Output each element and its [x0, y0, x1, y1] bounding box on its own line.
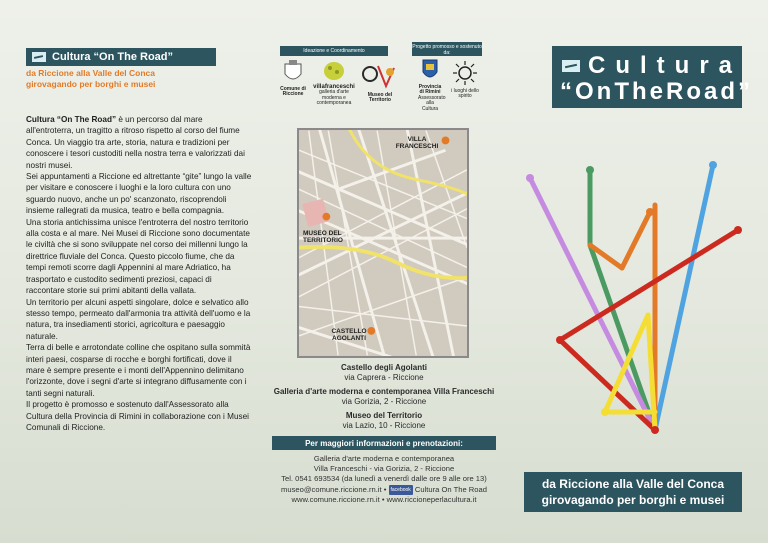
provincia-logo	[418, 58, 446, 112]
map-label-castello: CASTELLO AGOLANTI	[331, 328, 367, 342]
facebook-page-link[interactable]: Cultura On The Road	[412, 484, 487, 494]
comune-label: Comune di Riccione	[280, 85, 306, 97]
map-label-villa: VILLA FRANCESCHI	[395, 136, 439, 150]
progetto-label: Progetto promosso e sostenuto da:	[412, 44, 482, 56]
info-email-line	[268, 485, 500, 495]
place-castello	[272, 363, 496, 383]
left-header-bar	[26, 48, 216, 66]
provincia-crest-icon	[422, 58, 438, 82]
comune-logo	[278, 60, 308, 98]
ideazione-box	[280, 46, 388, 56]
luoghi-label: i luoghi dello spirito	[451, 87, 479, 99]
luoghi-logo	[444, 60, 486, 100]
map-label-museo: MUSEO DEL TERRITORIO	[303, 230, 343, 244]
place-address: via Lazio, 10 - Riccione	[342, 421, 426, 430]
comune-crest-icon	[283, 60, 303, 84]
provincia-label: Provincia di Rimini	[418, 83, 442, 95]
intro-text	[26, 114, 252, 433]
info-line: Villa Franceschi - via Gorizia, 2 - Riccione	[313, 464, 455, 474]
paragraph-2: Sei appuntamenti a Riccione ed altrettante “gite” lungo la valle per visitare e conoscere i luoghi e la loro cultura con uno sguardo nuovo, anche un po' scanzonato, riscoprendoli insieme rallegrati da musica, teatro e bella compagnia.	[26, 172, 252, 216]
museo-logo	[358, 62, 402, 104]
paragraph-5: Terra di belle e arrotondate colline che ospitano sulla sommità interi paesi, cosparse di rocche e borghi fortificati, dove il mare è sempre presente e i monti dell'Appennino delimitano l'orizzonte, dove i segni d'arte si integrano diffusamente con i tanti segni naturali.	[26, 343, 251, 398]
subtitle-line-1: da Riccione alla Valle del Conca	[26, 68, 155, 78]
facebook-icon[interactable]: facebook	[389, 485, 413, 495]
ideazione-label: Ideazione e Coordinamento	[303, 48, 365, 54]
villa-sub-label: galleria d'arte moderna e contemporanea	[316, 89, 352, 106]
place-name: Museo del Territorio	[345, 411, 423, 420]
info-phone: Tel. 0541 693534 (da lunedì a venerdì dalle ore 9 alle ore 13)	[281, 474, 487, 484]
place-museo	[272, 411, 496, 431]
villa-leaf-icon	[321, 60, 347, 82]
paragraph-3: Una storia antichissima unisce l'entroterra del nostro territorio alla costa e al mare. Nei Musei di Riccione sono documentate le civiltà che si sono sviluppate nel corso dei millenni lungo la direttrice fluviale del Conca. Questo piccolo fiume, che da tempi remoti scorre dagli Appennini al mare Adriatico, ha trasportato e custodito sedimenti preziosi, capaci di raccontare storie sui primi abitanti della vallata.	[26, 217, 250, 296]
main-title-line-1: Cultura	[588, 52, 742, 79]
place-name: Castello degli Agolanti	[341, 363, 427, 372]
info-websites[interactable]: www.comune.riccione.rn.it • www.riccioneperlacultura.it	[291, 494, 477, 504]
sun-icon	[452, 60, 478, 86]
place-villa	[272, 387, 496, 407]
paragraph-6: Il progetto è promosso e sostenuto dall'Assessorato alla Cultura della Provincia di Rimini in collaborazione con i Musei Comunali di Riccione.	[26, 400, 249, 432]
progetto-box	[412, 42, 482, 56]
provincia-sub-label: Assessorato alla Cultura	[418, 94, 446, 112]
villa-logo	[312, 60, 356, 107]
left-header-title: Cultura “On The Road”	[52, 51, 173, 63]
info-header: Per maggiori informazioni e prenotazioni:	[305, 438, 463, 448]
info-email[interactable]: museo@comune.riccione.rn.it •	[281, 484, 389, 494]
title-box	[552, 46, 753, 108]
museo-label: Museo del Territorio	[367, 91, 393, 103]
place-name: Galleria d'arte moderna e contemporanea Villa Franceschi	[273, 387, 495, 396]
colored-sticks-artwork	[520, 140, 768, 450]
tagline-line-1: da Riccione alla Valle del Conca	[541, 477, 725, 491]
stick-orange-upper	[622, 212, 650, 268]
main-title-line-2: “OnTheRoad”	[560, 78, 753, 105]
villa-label: villafranceschi	[313, 83, 355, 90]
road-logo-icon	[32, 52, 46, 62]
stick-blue	[655, 165, 713, 430]
left-panel	[0, 0, 256, 543]
info-contacts	[268, 454, 500, 505]
subtitle-line-2: girovagando per borghi e musei	[26, 79, 156, 89]
road-logo-icon	[562, 60, 580, 72]
city-map	[297, 128, 469, 358]
paragraph-1: è un percorso dal mare all'entroterra, un tragitto a ritroso rispetto al corso del fiume Conca. Un viaggio tra arte, storia, natura e tradizioni per conoscere i tesori custoditi nella nostra terra e valorizzati dai nostri musei.	[26, 115, 245, 170]
info-line: Galleria d'arte moderna e contemporanea	[313, 454, 455, 463]
left-subtitle	[26, 68, 226, 90]
paragraph-4: Un territorio per alcuni aspetti singolare, dolce e selvatico allo stesso tempo, permeato dall'armonia tra attività dell'uomo e la natura, tra insediamenti storici, agricoltura e paesaggio naturale.	[26, 297, 251, 341]
place-address: via Gorizia, 2 - Riccione	[341, 397, 427, 406]
museo-figure-icon	[360, 62, 400, 90]
tagline-line-2: girovagando per borghi e musei	[541, 493, 725, 507]
place-address: via Caprera - Riccione	[344, 373, 424, 382]
tagline-box	[524, 472, 742, 512]
info-header-bar	[272, 436, 496, 450]
intro-bold: Cultura “On The Road”	[26, 115, 117, 124]
